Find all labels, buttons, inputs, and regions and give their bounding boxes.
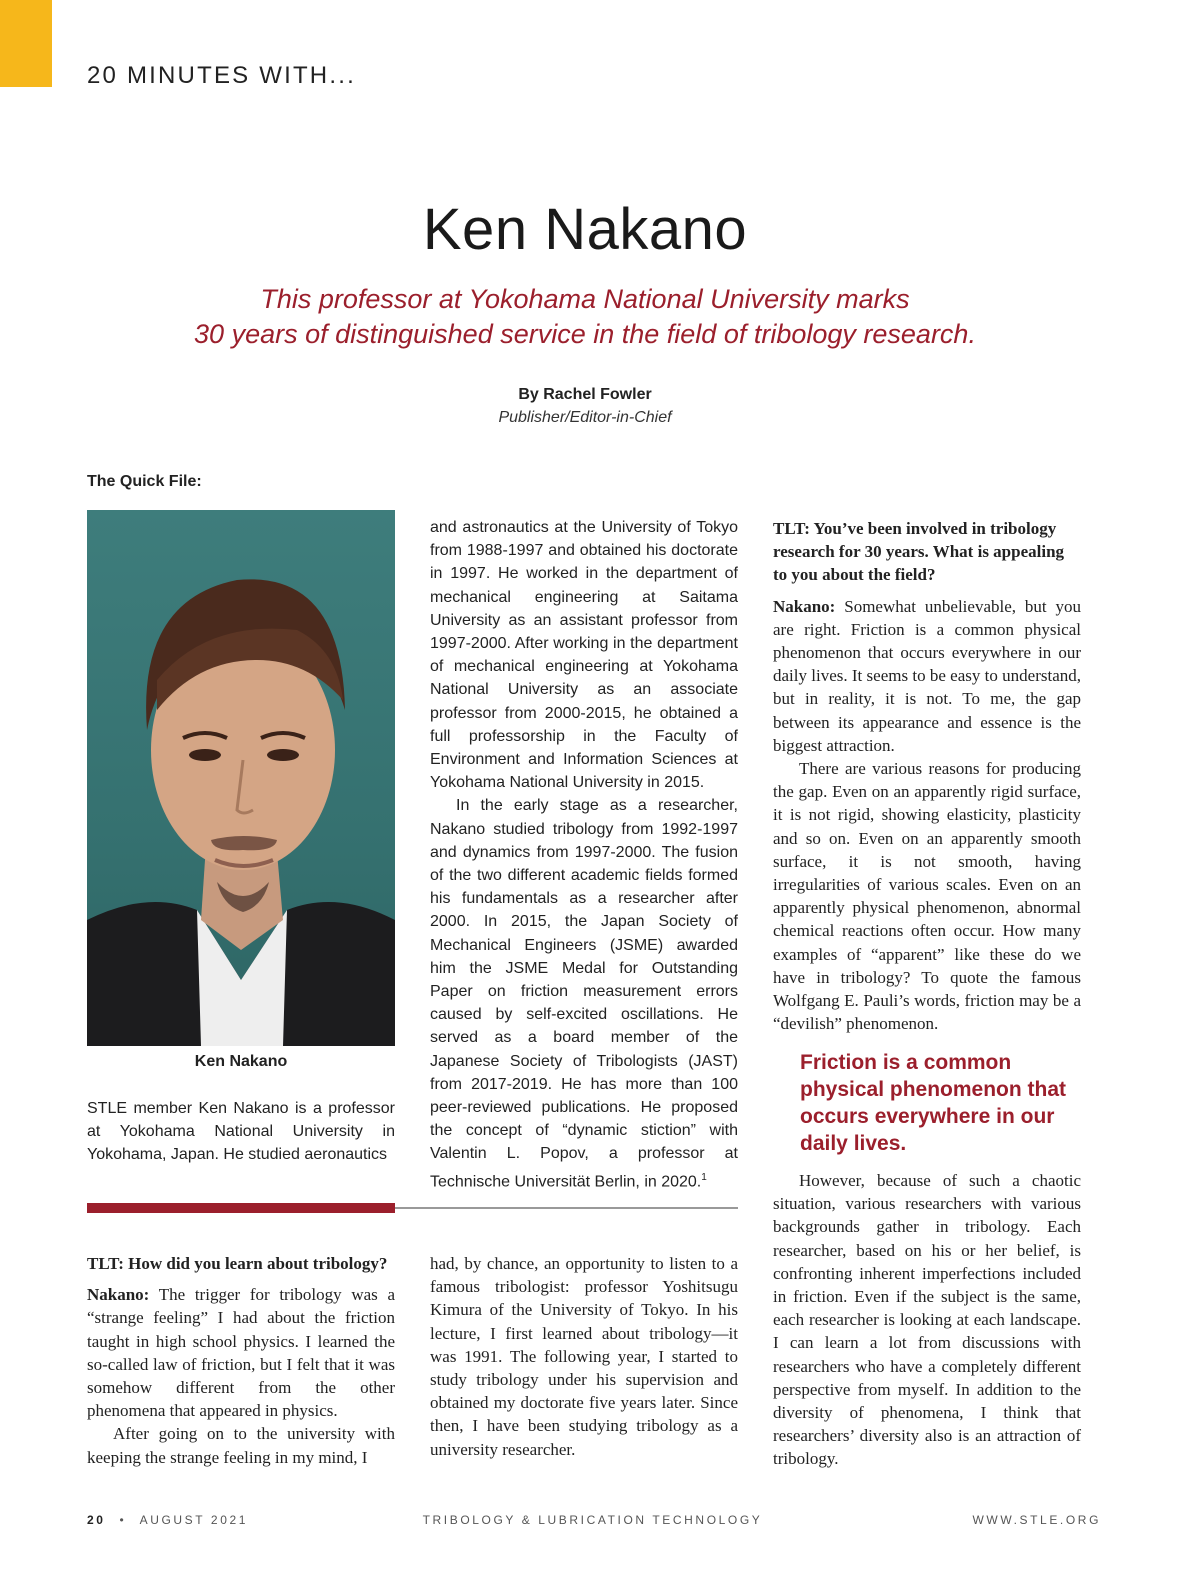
interview-column-3-top: [773, 517, 1081, 1035]
answer-2-paragraph-2: There are various reasons for producing the gap. Even on an apparently rigid surface, it is not rigid, showing elasticity, plasticity and so on. Even on an apparently smooth surface, it is not smooth, having irregularities of various scales. Even on an apparently physical phenomenon, abnormal chemical reactions often occur. How many examples of “apparent” like these do we have in tribology? To quote the famous Wolfgang E. Pauli’s words, friction may be a “devilish” phenomenon.: [773, 759, 1081, 1034]
question-2: [773, 517, 1081, 587]
question-1: [87, 1252, 395, 1275]
page-number: 20: [87, 1513, 106, 1527]
answer-2-paragraph-1-text: Somewhat unbelievable, but you are right. Friction is a common physical phenomenon that occurs everywhere in our daily lives. It seems to be easy to understand, but in reality, it is not. To me, the gap between its appearance and essence is the biggest attraction.: [773, 596, 1082, 755]
answer-1-paragraph-1: [87, 1283, 395, 1422]
section-label: 20 MINUTES WITH...: [87, 62, 356, 89]
answer-2-paragraph-1: [773, 595, 1081, 757]
tlt-label: TLT:: [87, 1254, 124, 1273]
answer-1-paragraph-2-start: After going on to the university with keeping the strange feeling in my mind, I: [87, 1424, 395, 1467]
footnote-mark: 1: [701, 1171, 707, 1183]
article-subtitle: [0, 282, 1170, 352]
portrait-illustration: [87, 510, 395, 1046]
footer-separator: •: [119, 1513, 127, 1527]
magazine-name: TRIBOLOGY & LUBRICATION TECHNOLOGY: [422, 1513, 763, 1527]
tlt-label: TLT:: [773, 519, 810, 538]
website-link[interactable]: WWW.STLE.ORG: [972, 1513, 1101, 1527]
pull-quote: Friction is a common physical phenomenon that occurs everywhere in our daily lives.: [800, 1051, 1067, 1155]
nakano-label: Nakano:: [87, 1285, 150, 1305]
article-title: Ken Nakano: [422, 197, 748, 262]
section-divider-accent: [87, 1203, 395, 1213]
section-color-tab: [0, 0, 52, 87]
question-2-text: You’ve been involved in tribology research for 30 years. What is appealing to you about the field?: [773, 519, 1065, 585]
interview-column-2: [430, 1252, 738, 1461]
interview-column-3-bottom: [773, 1169, 1081, 1471]
subtitle-line-1: This professor at Yokohama National University marks: [260, 284, 910, 314]
interview-column-1: [87, 1252, 395, 1469]
bio-paragraph-1-end: and astronautics at the University of Tokyo from 1988-1997 and obtained his doctorate in 1997. He worked in the department of mechanical engineering at Saitama University as an assistant professor from 1997-2000. After working in the department of mechanical engineering at Yokohama National University as an associate professor from 2000-2015, he obtained a full professorship in the Faculty of Environment and Information Sciences at Yokohama National University in 2015.: [430, 519, 738, 792]
bio-column-2: [430, 516, 738, 1193]
bio-paragraph-2-text: In the early stage as a researcher, Nakano studied tribology from 1992-1997 and dynamics from 1997-2000. The fusion of the two different academic fields formed his fundamentals as a researcher after 2000. In 2015, the Japan Society of Mechanical Engineers (JSME) awarded him the JSME Medal for Outstanding Paper on friction measurement errors caused by self-excited oscillations. He served as a board member of the Japanese Society of Tribologists (JAST) from 2017-2019. He has more than 100 peer-reviewed publications. He proposed the concept of “dynamic stiction” with Valentin L. Popov, a professor at Technische Universität Berlin, in 2020.: [430, 797, 738, 1191]
answer-1-paragraph-2-end: had, by chance, an opportunity to listen to a famous tribologist: professor Yoshitsugu Kimura of the University of Tokyo. In his lecture, I first learned about tribology—it was 1991. The following year, I started to study tribology under his supervision and obtained my doctorate five years later. Since then, I have been studying tribology as a university researcher.: [430, 1254, 738, 1459]
byline: By Rachel Fowler: [518, 386, 652, 403]
question-1-text: How did you learn about tribology?: [128, 1254, 388, 1273]
section-divider-line: [395, 1207, 738, 1209]
answer-1-paragraph-1-text: The trigger for tribology was a “strange feeling” I had about the friction taught in high school physics. I learned the so-called law of friction, but I felt that it was somehow different from the other phenomena that appeared in physics.: [87, 1285, 395, 1421]
quick-file-label: The Quick File:: [87, 473, 202, 490]
issue-date: AUGUST 2021: [139, 1513, 249, 1527]
byline-role: Publisher/Editor-in-Chief: [498, 409, 672, 426]
answer-2-paragraph-3: However, because of such a chaotic situation, various researchers with various backgrounds gather in tribology. Each researcher, based on his or her belief, is confronting inherent imperfections included in friction. Even if the subject is the same, each researcher is looking at each landscape. I can learn a lot from discussions with researchers who have a completely different perspective from myself. In addition to the diversity of phenomena, I think that researchers’ diversity also is an attraction of tribology.: [773, 1171, 1081, 1469]
photo-caption: Ken Nakano: [194, 1053, 288, 1070]
bio-paragraph-2: [430, 794, 738, 1193]
subtitle-line-2: 30 years of distinguished service in the field of tribology research.: [194, 319, 976, 349]
bio-column-1: [87, 1097, 395, 1167]
portrait-photo: [87, 510, 395, 1046]
bio-paragraph-1-start: STLE member Ken Nakano is a professor at Yokohama National University in Yokohama, Japan. He studied aeronautics: [87, 1100, 395, 1164]
nakano-label: Nakano:: [773, 596, 836, 616]
